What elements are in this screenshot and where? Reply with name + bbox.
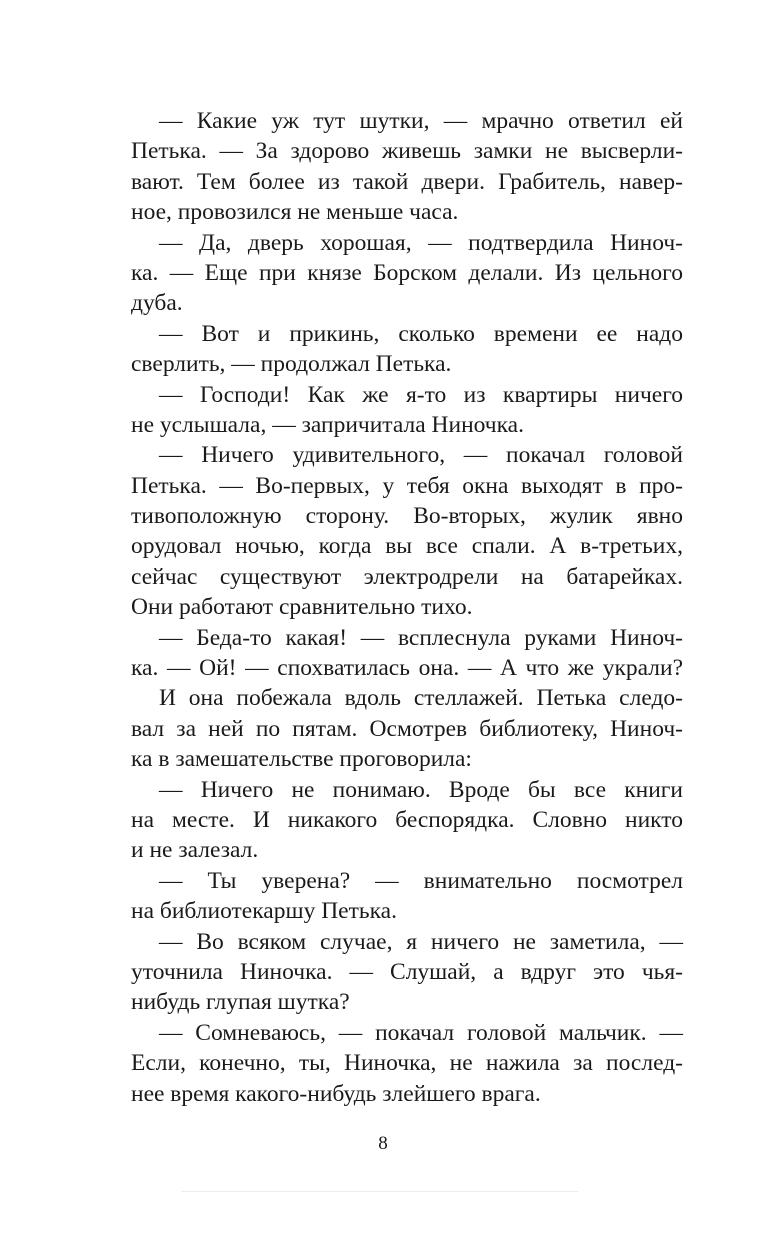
footer-divider bbox=[181, 1191, 578, 1192]
text-line: дуба. bbox=[131, 290, 183, 317]
text-line: вал за ней по пятам. Осмотрев библиотеку, Ниноч- bbox=[131, 715, 683, 742]
text-line: — Да, дверь хорошая, — подтвердила Ниноч- bbox=[159, 229, 683, 256]
text-line: — Ничего удивительного, — покачал головой bbox=[159, 442, 683, 469]
text-line: на месте. И никакого беспорядка. Словно никто bbox=[131, 806, 683, 833]
text-line: нее время какого-нибудь злейшего врага. bbox=[131, 1080, 541, 1107]
text-line: И она побежала вдоль стеллажей. Петька следо- bbox=[159, 685, 683, 712]
page-number: 8 bbox=[378, 1133, 388, 1154]
body-text bbox=[131, 106, 683, 1109]
text-line: — Во всяком случае, я ничего не заметила, — bbox=[159, 928, 683, 955]
text-line: — Беда-то какая! — всплеснула руками Ниноч- bbox=[159, 624, 683, 651]
text-line: и не залезал. bbox=[131, 837, 259, 864]
text-line: Петька. — За здорово живешь замки не высверли- bbox=[131, 138, 683, 165]
text-line: орудовал ночью, когда вы все спали. А в-третьих, bbox=[131, 533, 683, 560]
text-line: Если, конечно, ты, Ниночка, не нажила за послед- bbox=[131, 1050, 683, 1077]
text-line: — Какие уж тут шутки, — мрачно ответил ей bbox=[159, 108, 683, 134]
text-line: ка в замешательстве проговорила: bbox=[131, 746, 472, 773]
text-line: сейчас существуют электродрели на батарейках. bbox=[131, 563, 683, 590]
text-line: ка. — Ой! — спохватилась она. — А что же украли? bbox=[131, 655, 683, 682]
text-line: ное, провозился не меньше часа. bbox=[131, 199, 459, 226]
text-line: Они работают сравнительно тихо. bbox=[131, 594, 473, 621]
text-line: ка. — Еще при князе Борском делали. Из цельного bbox=[131, 259, 683, 286]
text-line: не услышала, — запричитала Ниночка. bbox=[131, 411, 524, 438]
text-line: на библиотекаршу Петька. bbox=[131, 898, 397, 925]
text-line: вают. Тем более из такой двери. Грабитель, навер- bbox=[131, 168, 683, 195]
text-line: — Господи! Как же я-то из квартиры ничего bbox=[159, 381, 683, 408]
text-line: — Ты уверена? — внимательно посмотрел bbox=[159, 867, 683, 894]
text-line: уточнила Ниночка. — Слушай, а вдруг это чья- bbox=[131, 958, 683, 985]
text-line: сверлить, — продолжал Петька. bbox=[131, 351, 452, 378]
text-line: Петька. — Во-первых, у тебя окна выходят в про- bbox=[131, 472, 683, 499]
text-line: — Сомневаюсь, — покачал головой мальчик. — bbox=[159, 1019, 683, 1046]
text-line: нибудь глупая шутка? bbox=[131, 989, 350, 1016]
text-line: — Вот и прикинь, сколько времени ее надо bbox=[159, 320, 683, 347]
text-line: тивоположную сторону. Во-вторых, жулик явно bbox=[131, 503, 683, 530]
text-line: — Ничего не понимаю. Вроде бы все книги bbox=[159, 776, 683, 803]
